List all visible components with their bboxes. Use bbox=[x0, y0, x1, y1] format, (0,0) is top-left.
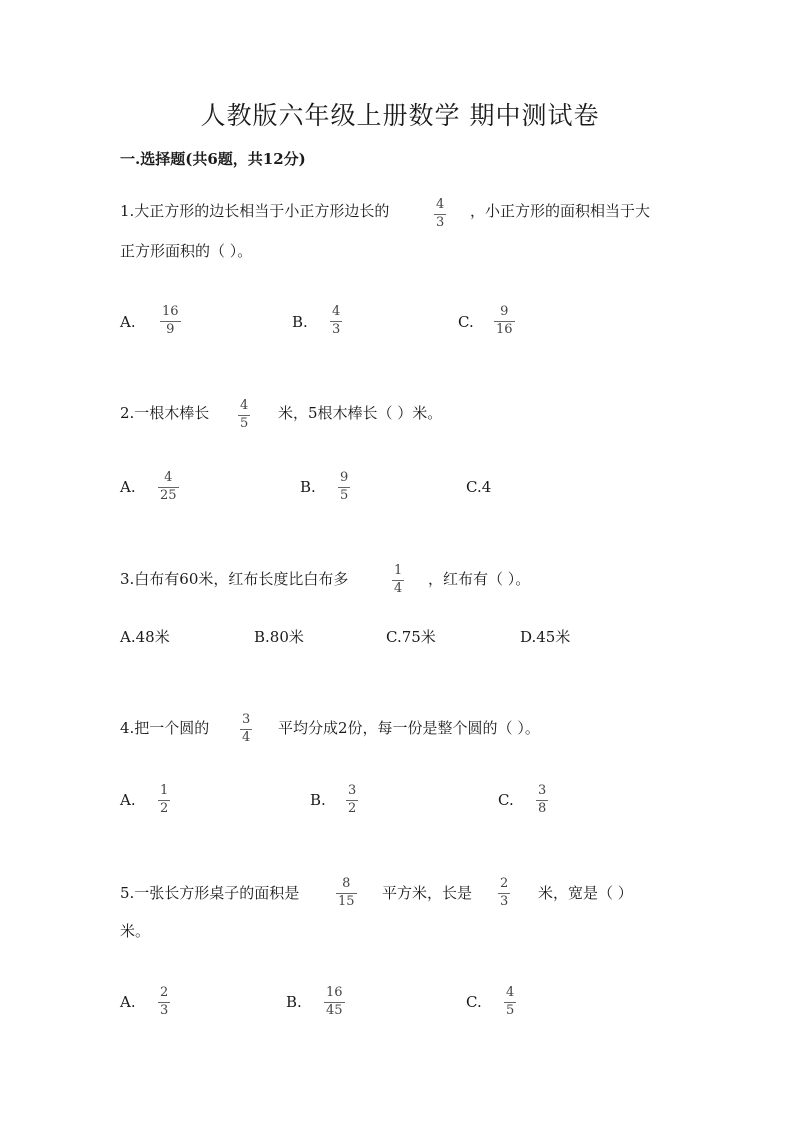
question-5-fraction-1 bbox=[336, 877, 357, 909]
fraction-denominator: 3 bbox=[500, 894, 509, 909]
q1-option-b-label: B. bbox=[292, 313, 308, 331]
q3-option-d: D.45米 bbox=[520, 628, 571, 646]
question-5-text-part1: 5.一张长方形桌子的面积是 bbox=[120, 884, 300, 902]
question-2-text-part2: 米，5根木棒长（ ）米。 bbox=[278, 404, 443, 422]
fraction-denominator: 5 bbox=[240, 416, 249, 431]
q5-option-c-fraction bbox=[504, 986, 516, 1018]
q4-option-b-fraction bbox=[346, 784, 358, 816]
question-1-text-line2: 正方形面积的（ ）。 bbox=[120, 242, 253, 260]
fraction-denominator: 5 bbox=[506, 1003, 515, 1018]
question-2-fraction bbox=[238, 399, 250, 431]
q5-option-a-fraction bbox=[158, 986, 170, 1018]
fraction-denominator: 9 bbox=[166, 322, 175, 337]
fraction-numerator: 9 bbox=[500, 304, 509, 319]
fraction-denominator: 8 bbox=[538, 801, 547, 816]
question-5-text-line2: 米。 bbox=[120, 922, 151, 940]
fraction-numerator: 4 bbox=[164, 470, 173, 485]
question-3-text-part2: ，红布有（ ）。 bbox=[428, 570, 531, 588]
fraction-denominator: 4 bbox=[242, 730, 251, 745]
q5-option-b-fraction bbox=[324, 986, 345, 1018]
q3-option-c: C.75米 bbox=[386, 628, 436, 646]
section-heading: 一.选择题(共6题，共12分) bbox=[120, 150, 306, 168]
fraction-numerator: 3 bbox=[538, 783, 547, 798]
q3-option-b: B.80米 bbox=[254, 628, 304, 646]
question-2-text-part1: 2.一根木棒长 bbox=[120, 404, 210, 422]
page-title: 人教版六年级上册数学 期中测试卷 bbox=[200, 101, 600, 130]
question-1-fraction bbox=[434, 198, 446, 230]
q5-option-a-label: A. bbox=[120, 993, 136, 1011]
fraction-numerator: 1 bbox=[160, 783, 169, 798]
q1-option-b-fraction bbox=[330, 305, 342, 337]
q2-option-b-label: B. bbox=[300, 478, 316, 496]
question-5-text-part3: 米，宽是（ ） bbox=[538, 884, 633, 902]
q4-option-c-fraction bbox=[536, 784, 548, 816]
question-4-fraction bbox=[240, 713, 252, 745]
q1-option-a-fraction bbox=[160, 305, 181, 337]
fraction-numerator: 1 bbox=[394, 563, 403, 578]
fraction-denominator: 2 bbox=[348, 801, 357, 816]
q1-option-a-label: A. bbox=[120, 313, 136, 331]
question-4-text-part2: 平均分成2份，每一份是整个圆的（ ）。 bbox=[278, 719, 540, 737]
fraction-denominator: 15 bbox=[338, 894, 355, 909]
fraction-numerator: 3 bbox=[242, 712, 251, 727]
fraction-numerator: 16 bbox=[162, 304, 179, 319]
q4-option-a-fraction bbox=[158, 784, 170, 816]
question-5-text-part2: 平方米，长是 bbox=[382, 884, 473, 902]
fraction-denominator: 3 bbox=[160, 1003, 169, 1018]
q4-option-b-label: B. bbox=[310, 791, 326, 809]
q5-option-b-label: B. bbox=[286, 993, 302, 1011]
question-5-fraction-2 bbox=[498, 877, 510, 909]
fraction-numerator: 2 bbox=[160, 985, 169, 1000]
fraction-numerator: 4 bbox=[332, 304, 341, 319]
fraction-numerator: 2 bbox=[500, 876, 509, 891]
fraction-denominator: 16 bbox=[496, 322, 513, 337]
question-3-text-part1: 3.白布有60米，红布长度比白布多 bbox=[120, 570, 349, 588]
question-1-text-part2: ，小正方形的面积相当于大 bbox=[470, 202, 651, 220]
question-4-text-part1: 4.把一个圆的 bbox=[120, 719, 210, 737]
q5-option-c-label: C. bbox=[466, 993, 482, 1011]
fraction-denominator: 5 bbox=[340, 488, 349, 503]
fraction-numerator: 4 bbox=[506, 985, 515, 1000]
fraction-denominator: 4 bbox=[394, 581, 403, 596]
question-1-text-part1: 1.大正方形的边长相当于小正方形边长的 bbox=[120, 202, 390, 220]
fraction-denominator: 2 bbox=[160, 801, 169, 816]
q2-option-a-label: A. bbox=[120, 478, 136, 496]
fraction-numerator: 4 bbox=[436, 197, 445, 212]
fraction-denominator: 25 bbox=[160, 488, 177, 503]
fraction-numerator: 9 bbox=[340, 470, 349, 485]
q1-option-c-fraction bbox=[494, 305, 515, 337]
q2-option-b-fraction bbox=[338, 471, 350, 503]
fraction-numerator: 8 bbox=[342, 876, 351, 891]
question-3-fraction bbox=[392, 564, 404, 596]
fraction-denominator: 3 bbox=[332, 322, 341, 337]
fraction-numerator: 3 bbox=[348, 783, 357, 798]
fraction-numerator: 16 bbox=[326, 985, 343, 1000]
q4-option-c-label: C. bbox=[498, 791, 514, 809]
q2-option-c: C.4 bbox=[466, 478, 492, 496]
q1-option-c-label: C. bbox=[458, 313, 474, 331]
q2-option-a-fraction bbox=[158, 471, 179, 503]
q3-option-a: A.48米 bbox=[120, 628, 170, 646]
fraction-numerator: 4 bbox=[240, 398, 249, 413]
fraction-denominator: 3 bbox=[436, 215, 445, 230]
fraction-denominator: 45 bbox=[326, 1003, 343, 1018]
q4-option-a-label: A. bbox=[120, 791, 136, 809]
